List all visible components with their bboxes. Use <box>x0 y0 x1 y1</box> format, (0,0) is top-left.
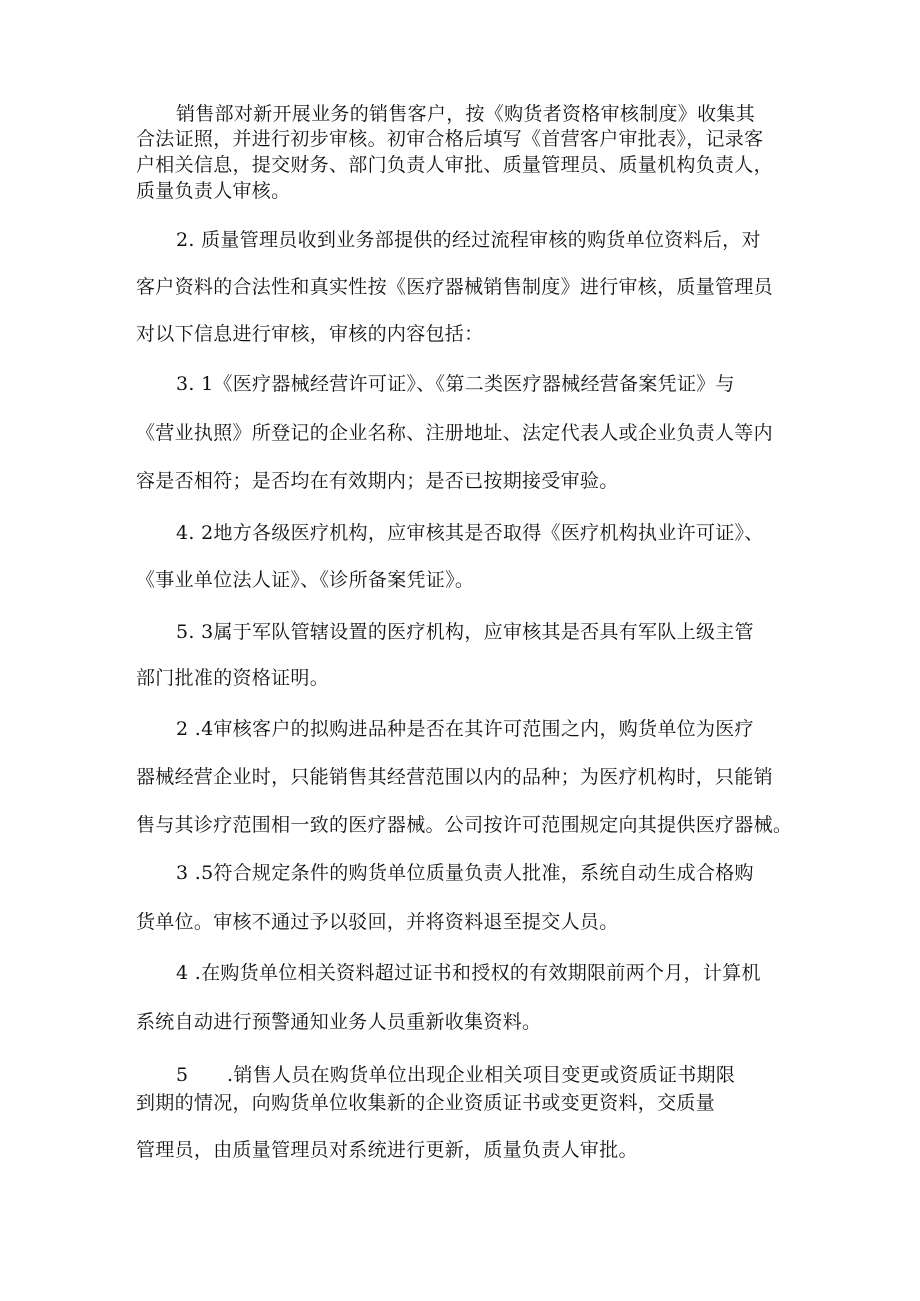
text-line: 5 .销售人员在购货单位出现企业相关项目变更或资质证书期限 <box>176 1064 736 1086</box>
text-line: 3 .5符合规定条件的购货单位质量负责人批准，系统自动生成合格购 <box>176 862 754 884</box>
text-line: 合法证照，并进行初步审核。初审合格后填写《首营客户审批表》，记录客 <box>136 128 764 150</box>
text-line: 部门批准的资格证明。 <box>136 667 330 689</box>
text-line: 3. 1《医疗器械经营许可证》、《第二类医疗器械经营备案凭证》与 <box>176 373 735 395</box>
text-line: 《事业单位法人证》、《诊所备案凭证》。 <box>136 569 475 591</box>
text-line: 客户资料的合法性和真实性按《医疗器械销售制度》进行审核，质量管理员 <box>136 276 773 298</box>
text-line: 系统自动进行预警通知业务人员重新收集资料。 <box>136 1011 542 1033</box>
text-line: 户相关信息，提交财务、部门负责人审批、质量管理员、质量机构负责人， <box>136 154 773 176</box>
text-line: 售与其诊疗范围相一致的医疗器械。公司按许可范围规定向其提供医疗器械。 <box>136 814 793 836</box>
text-line: 4 .在购货单位相关资料超过证书和授权的有效期限前两个月，计算机 <box>176 962 761 984</box>
text-line: 管理员，由质量管理员对系统进行更新，质量负责人审批。 <box>136 1139 638 1161</box>
text-line: 器械经营企业时，只能销售其经营范围以内的品种；为医疗机构时，只能销 <box>136 766 773 788</box>
text-line: 货单位。审核不通过予以驳回，并将资料退至提交人员。 <box>136 911 619 933</box>
text-line: 对以下信息进行审核，审核的内容包括： <box>136 323 484 345</box>
text-line: 《营业执照》所登记的企业名称、注册地址、法定代表人或企业负责人等内 <box>136 422 773 444</box>
text-line: 2. 质量管理员收到业务部提供的经过流程审核的购货单位资料后，对 <box>176 229 761 251</box>
text-line: 5. 3属于军队管辖设置的医疗机构，应审核其是否具有军队上级主管 <box>176 621 754 643</box>
text-line: 销售部对新开展业务的销售客户，按《购货者资格审核制度》收集其 <box>176 103 756 125</box>
text-line: 容是否相符；是否均在有效期内；是否已按期接受审验。 <box>136 470 619 492</box>
text-line: 4. 2地方各级医疗机构，应审核其是否取得《医疗机构执业许可证》、 <box>176 522 764 544</box>
text-line: 2 .4审核客户的拟购进品种是否在其许可范围之内，购货单位为医疗 <box>176 718 754 740</box>
text-line: 到期的情况，向购货单位收集新的企业资质证书或变更资料，交质量 <box>136 1092 716 1114</box>
text-line: 质量负责人审核。 <box>136 180 291 202</box>
